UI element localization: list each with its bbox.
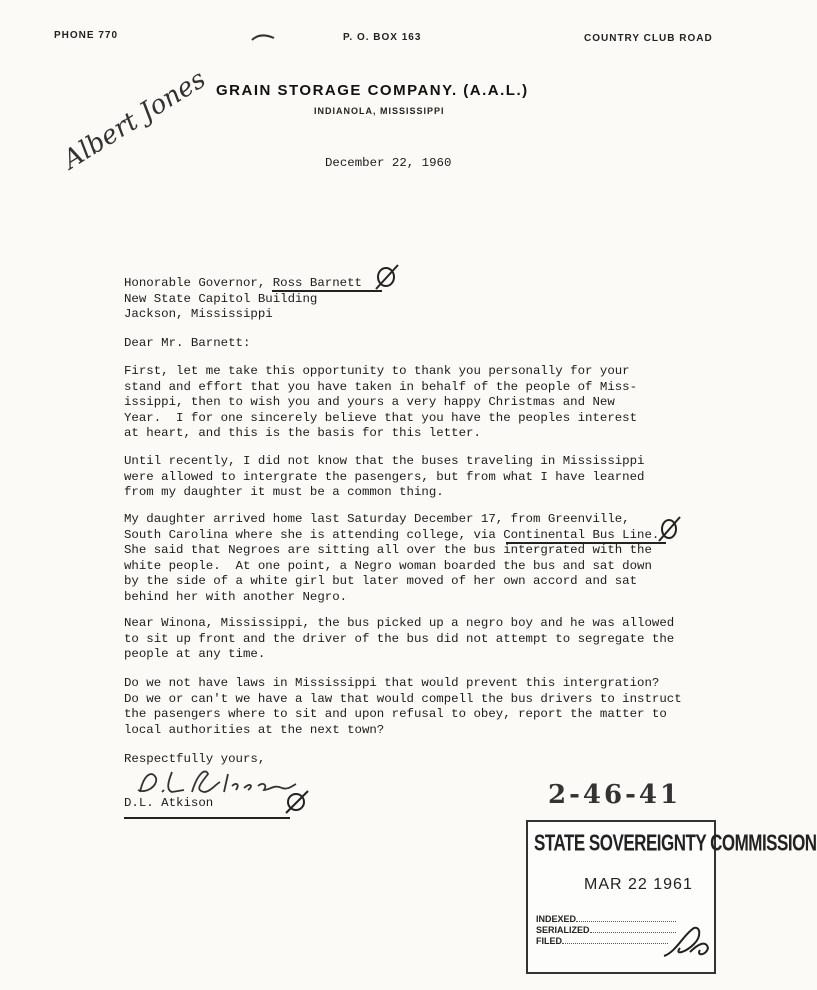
stamp-date: MAR 22 1961: [584, 876, 693, 893]
check-mark-icon: [282, 788, 312, 816]
body-line: Year. I for one sincerely believe that you have the peoples interest: [124, 410, 638, 425]
stamp-fields: [536, 914, 676, 947]
company-location: INDIANOLA, MISSISSIPPI: [314, 106, 445, 116]
check-mark-icon: [656, 514, 684, 544]
salutation: Dear Mr. Barnett:: [124, 336, 251, 350]
body-line: South Carolina where she is attending college, via Continental Bus Line.: [124, 527, 660, 542]
letterhead-po-box: P. O. BOX 163: [343, 32, 422, 43]
address-line: Honorable Governor, Ross Barnett: [124, 276, 362, 290]
signature-handwriting: [132, 764, 302, 800]
paragraph: [124, 512, 659, 605]
inside-address: [124, 276, 362, 323]
body-line: local authorities at the next town?: [124, 722, 385, 737]
file-number-handwriting: 2-46-41: [548, 780, 682, 810]
body-line: My daughter arrived home last Saturday December 17, from Greenville,: [124, 512, 630, 526]
signature-name: D.L. Atkison: [124, 796, 214, 810]
company-name: GRAIN STORAGE COMPANY. (A.A.L.): [216, 82, 529, 99]
stamp-field-serialized: SERIALIZED: [536, 925, 676, 936]
closing: Respectfully yours,: [124, 752, 266, 766]
stray-mark-icon: [250, 30, 276, 44]
stamp-field-filed: FILED: [536, 936, 676, 947]
paragraph: [124, 454, 645, 501]
body-line: at heart, and this is the basis for this letter.: [124, 426, 481, 440]
body-line: stand and effort that you have taken in behalf of the people of Miss-: [124, 379, 638, 394]
body-line: to sit up front and the driver of the bus did not attempt to segregate the: [124, 631, 675, 646]
stamp-initials-handwriting: [660, 922, 712, 962]
stamp-title: STATE SOVEREIGNTY COMMISSION: [534, 830, 817, 856]
body-line: Do we or can't we have a law that would compell the bus drivers to instruct: [124, 691, 682, 706]
underline-mark: [272, 290, 382, 292]
check-mark-icon: [372, 262, 402, 292]
letter-date: December 22, 1960: [325, 156, 452, 170]
body-line: were allowed to intergrate the pasengers, but from what I have learned: [124, 469, 645, 484]
body-line: the pasengers where to sit and upon refusal to obey, report the matter to: [124, 707, 667, 721]
underline-mark: [506, 542, 666, 544]
paragraph: [124, 676, 682, 738]
signature-rule: [124, 817, 290, 819]
letterhead-address: COUNTRY CLUB ROAD: [584, 33, 713, 44]
commission-stamp: [526, 820, 817, 974]
address-line: New State Capitol Building: [124, 291, 318, 306]
body-line: Near Winona, Mississippi, the bus picked up a negro boy and he was allowed: [124, 616, 675, 630]
margin-note-handwriting: Albert Jones: [58, 64, 212, 176]
body-line: by the side of a white girl but later moved of her own accord and sat: [124, 574, 638, 588]
body-line: people at any time.: [124, 647, 266, 661]
paragraph: [124, 616, 674, 663]
stamp-field-indexed: INDEXED: [536, 914, 676, 925]
body-line: white people. At one point, a Negro woman boarded the bus and sat down: [124, 558, 652, 573]
body-line: Do we not have laws in Mississippi that would prevent this intergration?: [124, 676, 660, 690]
paragraph: [124, 364, 637, 442]
body-line: First, let me take this opportunity to thank you personally for your: [124, 364, 630, 378]
body-line: behind her with another Negro.: [124, 589, 348, 604]
body-line: She said that Negroes are sitting all over the bus intergrated with the: [124, 543, 652, 557]
body-line: from my daughter it must be a common thing.: [124, 485, 444, 499]
address-line: Jackson, Mississippi: [124, 307, 273, 321]
body-line: Until recently, I did not know that the buses traveling in Mississippi: [124, 454, 645, 468]
body-line: issippi, then to wish you and yours a very happy Christmas and New: [124, 395, 615, 409]
letterhead-phone: PHONE 770: [54, 30, 119, 41]
